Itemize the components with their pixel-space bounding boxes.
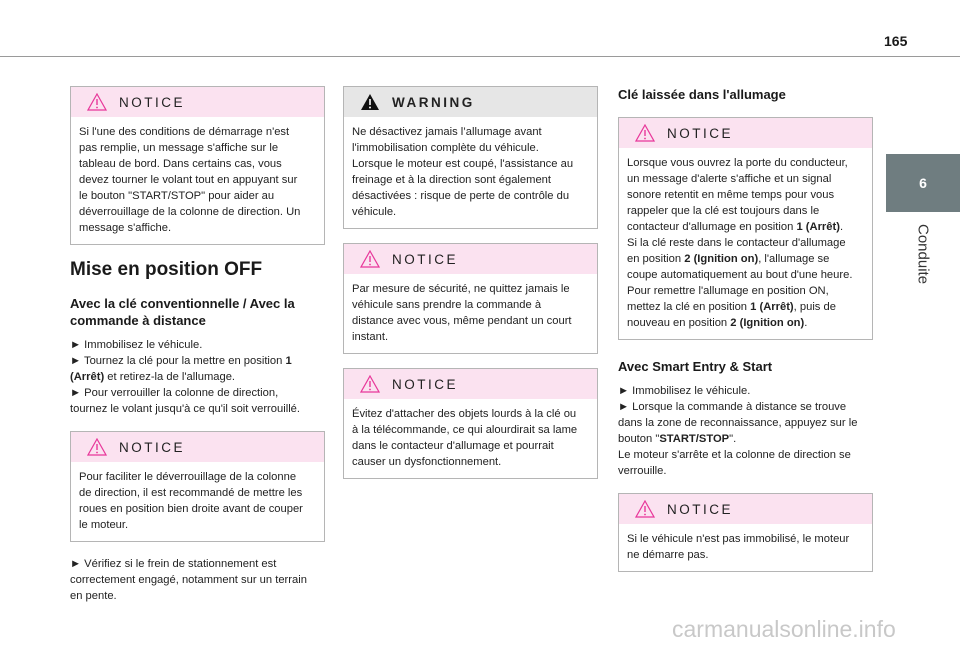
text-line: Si le véhicule n'est pas immobilisé, le moteur xyxy=(627,533,850,545)
notice-title: NOTICE xyxy=(119,439,186,455)
warning-box xyxy=(343,86,598,229)
notice-icon xyxy=(87,93,107,111)
text-line xyxy=(627,315,864,331)
text-part: , puis de xyxy=(793,301,836,313)
text-line: message s'affiche. xyxy=(79,222,172,234)
top-rule xyxy=(0,56,960,57)
subsection-heading: Avec Smart Entry & Start xyxy=(618,359,773,374)
notice-text xyxy=(71,462,324,541)
text-bold: 1 (Arrêt) xyxy=(796,221,840,233)
notice-icon xyxy=(360,375,380,393)
steps-paragraph xyxy=(70,337,325,417)
warning-text xyxy=(344,117,597,228)
step: ► Lorsque la commande à distance se trouve xyxy=(618,401,847,413)
warning-icon xyxy=(360,93,380,111)
text-line: correctement engagé, notamment sur un terrain xyxy=(70,574,307,586)
notice-box xyxy=(618,117,873,340)
notice-text xyxy=(619,148,872,339)
notice-text xyxy=(619,524,872,571)
step-bold: START/STOP xyxy=(659,433,730,445)
text-line xyxy=(627,219,864,235)
text-line: instant. xyxy=(352,331,389,343)
step xyxy=(618,431,873,447)
column-3 xyxy=(618,86,873,586)
subsection-heading xyxy=(70,295,325,329)
text-part: . xyxy=(804,317,808,329)
text-line xyxy=(627,299,864,315)
notice-title: NOTICE xyxy=(667,125,734,141)
text-bold: 1 (Arrêt) xyxy=(750,301,794,313)
chapter-number: 6 xyxy=(919,175,927,191)
text-line: véhicule. xyxy=(352,206,397,218)
text-line: distance avec vous, même pendant un court xyxy=(352,315,572,327)
text-line: ne démarre pas. xyxy=(627,549,709,561)
notice-box xyxy=(618,493,873,572)
text-line: ► Vérifiez si le frein de stationnement est xyxy=(70,558,277,570)
notice-header xyxy=(344,244,597,274)
text-line: le moteur. xyxy=(79,519,129,531)
notice-header xyxy=(71,87,324,117)
notice-title: NOTICE xyxy=(119,94,186,110)
watermark[interactable]: carmanualsonline.info xyxy=(672,616,896,642)
notice-header xyxy=(344,369,597,399)
notice-header xyxy=(619,494,872,524)
text-line: Lorsque le moteur est coupé, l'assistance au xyxy=(352,158,574,170)
notice-icon xyxy=(360,250,380,268)
text-line: le bouton "START/STOP" pour aider au xyxy=(79,190,275,202)
warning-title: WARNING xyxy=(392,94,475,110)
notice-header xyxy=(71,432,324,462)
final-paragraph xyxy=(70,556,325,604)
step xyxy=(70,353,325,369)
notice-header xyxy=(619,118,872,148)
step: ► Immobilisez le véhicule. xyxy=(70,339,203,351)
text-line: déverrouillage de la colonne de direction. Un xyxy=(79,206,301,218)
notice-title: NOTICE xyxy=(667,501,734,517)
text-line: sonore retentit en même temps pour vous xyxy=(627,189,835,201)
heading-line: Avec la clé conventionnelle / Avec la xyxy=(70,296,295,311)
text-line: désactivées : risque de perte de contrôle du xyxy=(352,190,570,202)
step: Le moteur s'arrête et la colonne de direction se xyxy=(618,449,851,461)
warning-header xyxy=(344,87,597,117)
step: dans la zone de reconnaissance, appuyez sur le xyxy=(618,417,858,429)
text-line: coupe automatiquement au bout d'une heure. xyxy=(627,269,853,281)
text-line: à la télécommande, ce qui alourdirait sa lame xyxy=(352,424,578,436)
text-line: de direction, il est recommandé de mettre les xyxy=(79,487,303,499)
text-line: Pour remettre l'allumage en position ON, xyxy=(627,285,829,297)
text-line: Lorsque vous ouvrez la porte du conducteur, xyxy=(627,157,848,169)
column-1 xyxy=(70,86,325,618)
chapter-tab[interactable] xyxy=(886,154,960,212)
text-line: l'immobilisation complète du véhicule. xyxy=(352,142,539,154)
text-line: Évitez d'attacher des objets lourds à la clé ou xyxy=(352,408,577,420)
text-part: , l'allumage se xyxy=(758,253,830,265)
step: ► Pour verrouiller la colonne de direction, xyxy=(70,387,279,399)
notice-box xyxy=(343,368,598,479)
text-line: devez tourner le volant tout en appuyant sur xyxy=(79,174,298,186)
notice-icon xyxy=(635,124,655,142)
heading-line: commande à distance xyxy=(70,313,206,328)
text-line: dans le contacteur d'allumage et pourrait xyxy=(352,440,554,452)
steps-paragraph xyxy=(618,383,873,479)
chapter-label xyxy=(886,214,960,294)
text-part: contacteur d'allumage en position xyxy=(627,221,797,233)
step-bold: 1 xyxy=(285,355,292,367)
text-line: rappeler que la clé est toujours dans le xyxy=(627,205,820,217)
text-line: un message d'alerte s'affiche et un signal xyxy=(627,173,832,185)
step xyxy=(70,369,325,385)
step: ► Immobilisez le véhicule. xyxy=(618,385,751,397)
step-text: ► Tournez la clé pour la mettre en position xyxy=(70,355,286,367)
step: verrouille. xyxy=(618,465,667,477)
step-text: bouton " xyxy=(618,433,660,445)
text-line: Si l'une des conditions de démarrage n'est xyxy=(79,126,290,138)
column-2 xyxy=(343,86,598,493)
text-bold: 2 (Ignition on) xyxy=(730,317,805,329)
notice-text xyxy=(344,399,597,478)
text-line: causer un dysfonctionnement. xyxy=(352,456,502,468)
text-part: mettez la clé en position xyxy=(627,301,751,313)
subsection-heading: Clé laissée dans l'allumage xyxy=(618,87,786,102)
text-part: nouveau en position xyxy=(627,317,731,329)
text-part: . xyxy=(839,221,844,233)
text-part: en position xyxy=(627,253,685,265)
text-line: tableau de bord. Dans certains cas, vous xyxy=(79,158,282,170)
text-line: freinage et à la direction sont également xyxy=(352,174,552,186)
text-line xyxy=(627,251,864,267)
text-line: roues en position bien droite avant de couper xyxy=(79,503,303,515)
notice-title: NOTICE xyxy=(392,376,459,392)
text-bold: 2 (Ignition on) xyxy=(684,253,759,265)
text-line: Si la clé reste dans le contacteur d'allumage xyxy=(627,237,846,249)
text-line: Par mesure de sécurité, ne quittez jamais le xyxy=(352,283,570,295)
step-text: et retirez-la de l'allumage. xyxy=(104,371,236,383)
text-line: en pente. xyxy=(70,590,117,602)
notice-text xyxy=(71,117,324,244)
section-heading: Mise en position OFF xyxy=(70,259,263,280)
step: tournez le volant jusqu'à ce qu'il soit verrouillé. xyxy=(70,403,301,415)
notice-text xyxy=(344,274,597,353)
notice-icon xyxy=(87,438,107,456)
text-line: véhicule sans prendre la commande à xyxy=(352,299,542,311)
notice-box xyxy=(343,243,598,354)
notice-icon xyxy=(635,500,655,518)
page-number: 165 xyxy=(884,33,908,49)
chapter-title: Conduite xyxy=(914,223,932,285)
step-bold: (Arrêt) xyxy=(70,371,105,383)
step-text: ". xyxy=(729,433,737,445)
notice-box xyxy=(70,431,325,542)
text-line: pas remplie, un message s'affiche sur le xyxy=(79,142,279,154)
text-line: Ne désactivez jamais l’allumage avant xyxy=(352,126,542,138)
notice-box xyxy=(70,86,325,245)
text-line: Pour faciliter le déverrouillage de la colonne xyxy=(79,471,297,483)
notice-title: NOTICE xyxy=(392,251,459,267)
